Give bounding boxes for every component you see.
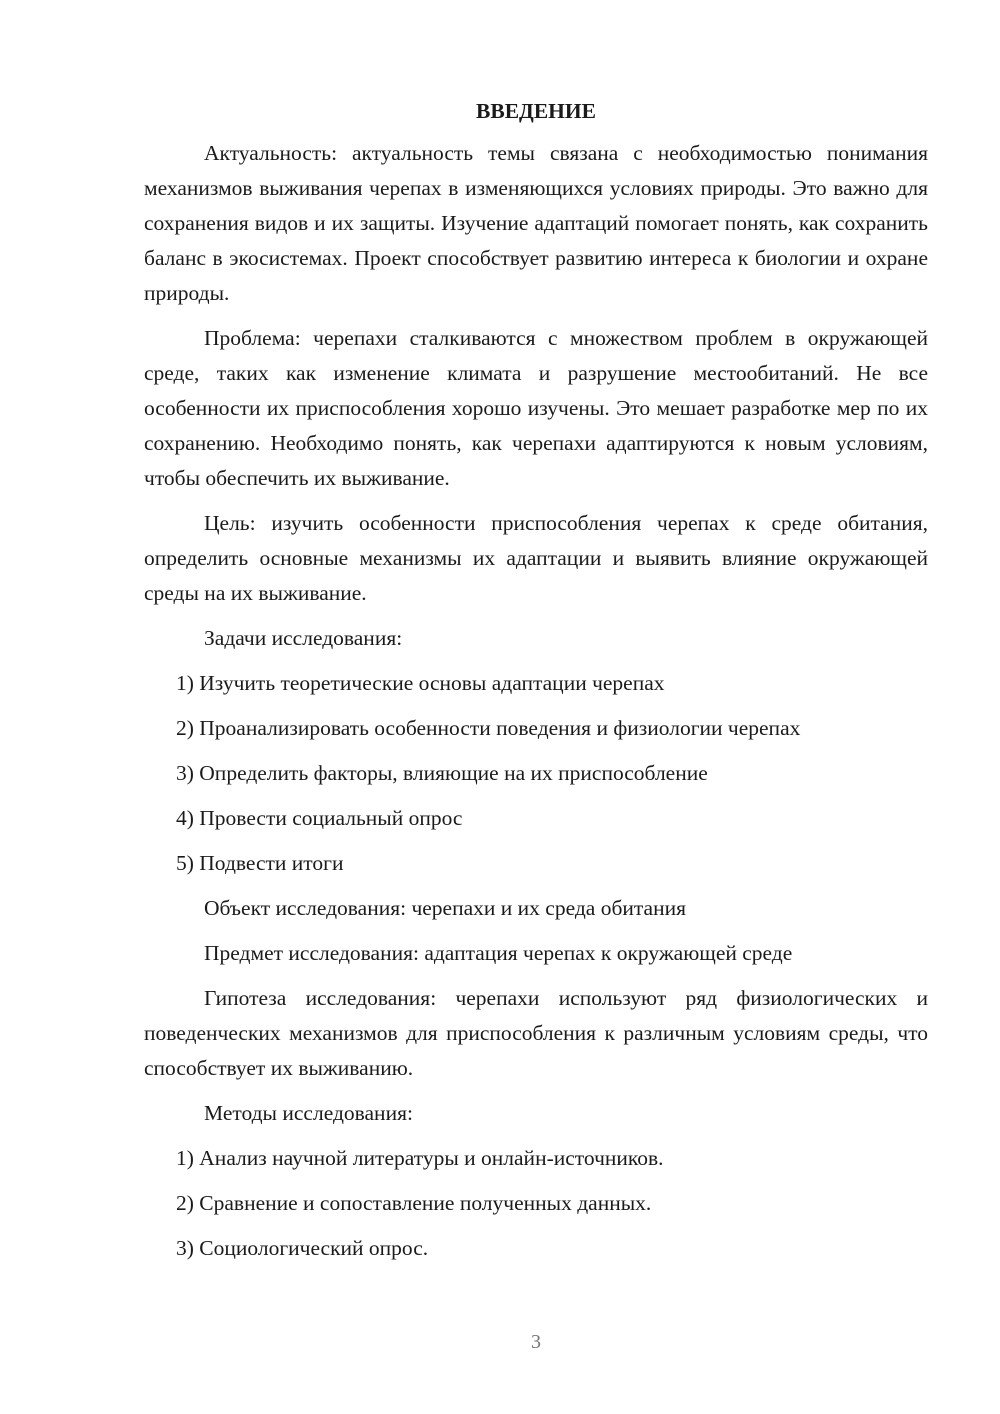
relevance-paragraph: Актуальность: актуальность темы связана с необходимостью понимания механизмов выживания черепах в изменяющихся условиях природы. Это важно для сохранения видов и их защиты. Изучение адаптаций помогает понять, как сохранить баланс в экосистемах. Проект способствует развитию интереса к биологии и охране природы.	[144, 141, 928, 305]
task-item: 4) Провести социальный опрос	[176, 806, 463, 830]
problem-paragraph: Проблема: черепахи сталкиваются с множеством проблем в окружающей среде, таких как изменение климата и разрушение местообитаний. Не все особенности их приспособления хорошо изучены. Это мешает разработке мер по их сохранению. Необходимо понять, как черепахи адаптируются к новым условиям, чтобы обеспечить их выживание.	[144, 326, 928, 490]
goal-paragraph: Цель: изучить особенности приспособления черепах к среде обитания, определить основные механизмы их адаптации и выявить влияние окружающей среды на их выживание.	[144, 511, 928, 605]
hypothesis-paragraph: Гипотеза исследования: черепахи используют ряд физиологических и поведенческих механизмов для приспособления к различным условиям среды, что способствует их выживанию.	[144, 986, 928, 1080]
page-content	[144, 96, 928, 1276]
method-item: 2) Сравнение и сопоставление полученных данных.	[176, 1191, 652, 1215]
research-subject: Предмет исследования: адаптация черепах к окружающей среде	[204, 941, 793, 965]
task-item: 1) Изучить теоретические основы адаптации черепах	[176, 671, 665, 695]
tasks-heading: Задачи исследования:	[204, 626, 403, 650]
task-item: 5) Подвести итоги	[176, 851, 344, 875]
method-item: 3) Социологический опрос.	[176, 1236, 429, 1260]
tasks-list	[144, 666, 928, 881]
methods-heading: Методы исследования:	[204, 1101, 413, 1125]
page-title: ВВЕДЕНИЕ	[476, 99, 596, 123]
methods-list	[144, 1141, 928, 1266]
task-item: 2) Проанализировать особенности поведения и физиологии черепах	[176, 716, 801, 740]
task-item: 3) Определить факторы, влияющие на их приспособление	[176, 761, 708, 785]
page-number: 3	[531, 1331, 541, 1353]
method-item: 1) Анализ научной литературы и онлайн-источников.	[176, 1146, 664, 1170]
research-object: Объект исследования: черепахи и их среда обитания	[204, 896, 686, 920]
